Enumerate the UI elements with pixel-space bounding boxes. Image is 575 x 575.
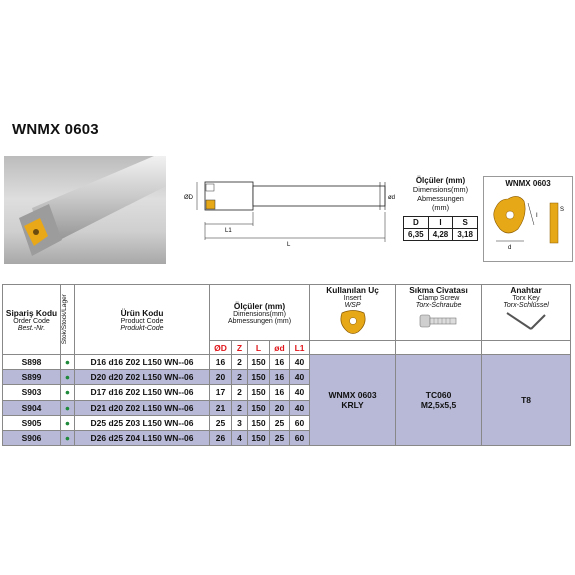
cell-z: 2 <box>232 400 248 415</box>
insert-dimensions <box>403 176 478 241</box>
product-code: D25 d25 Z03 L150 WN--06 <box>75 415 210 430</box>
cell-l: 150 <box>248 355 270 370</box>
cell-d: 25 <box>270 415 290 430</box>
dims-subtitle-en: Dimensions(mm) <box>412 185 469 194</box>
cell-z: 4 <box>232 430 248 445</box>
product-code: D21 d20 Z02 L150 WN--06 <box>75 400 210 415</box>
cell-l: 150 <box>248 370 270 385</box>
product-code: D17 d16 Z02 L150 WN--06 <box>75 385 210 400</box>
cell-l1: 40 <box>290 385 310 400</box>
stock-dot: ● <box>61 430 75 445</box>
cell-l1: 60 <box>290 430 310 445</box>
cell-od: 26 <box>210 430 232 445</box>
label-l: L <box>287 242 291 248</box>
tool-photo <box>4 156 166 264</box>
torx-key-icon <box>501 309 551 333</box>
cell-l1: 40 <box>290 400 310 415</box>
header-order-code: Sipariş Kodu Order Code Best.-Nr. <box>3 285 61 355</box>
key-spacer <box>482 341 571 355</box>
cell-d: 20 <box>270 400 290 415</box>
dims-value-s: 3,18 <box>453 229 478 241</box>
cell-l1: 40 <box>290 370 310 385</box>
header-dimensions: Ölçüler (mm) Dimensions(mm) Abmessungen (mm) <box>210 285 310 341</box>
dim-col-z: Z <box>232 341 248 355</box>
insert-value: WNMX 0603 KRLY <box>310 355 396 446</box>
cell-od: 16 <box>210 355 232 370</box>
screw-icon <box>416 309 462 333</box>
dims-header-s: S <box>453 217 478 229</box>
insert-label-s: S <box>560 207 565 213</box>
cell-od: 20 <box>210 370 232 385</box>
cell-d: 16 <box>270 385 290 400</box>
stock-dot: ● <box>61 370 75 385</box>
cell-z: 2 <box>232 370 248 385</box>
cell-l: 150 <box>248 430 270 445</box>
label-od: ØD <box>184 195 193 201</box>
order-code: S899 <box>3 370 61 385</box>
stock-dot: ● <box>61 355 75 370</box>
dims-value-d: 6,35 <box>404 229 429 241</box>
insert-label-i: I <box>536 213 538 219</box>
order-code: S905 <box>3 415 61 430</box>
insert-spacer <box>310 341 396 355</box>
cell-z: 2 <box>232 355 248 370</box>
cell-z: 2 <box>232 385 248 400</box>
dim-col-od: ØD <box>210 341 232 355</box>
header-stock: Stok/Stock/Lager <box>61 285 75 355</box>
insert-label-d: d <box>508 245 512 251</box>
product-code: D26 d25 Z04 L150 WN--06 <box>75 430 210 445</box>
order-code: S898 <box>3 355 61 370</box>
header-torx-key: Anahtar Torx Key Torx-Schlüssel <box>482 285 571 341</box>
product-code: D20 d20 Z02 L150 WN--06 <box>75 370 210 385</box>
tool-drawing <box>175 160 400 260</box>
cell-d: 16 <box>270 355 290 370</box>
insert-drawing <box>483 176 573 262</box>
dim-col-l1: L1 <box>290 341 310 355</box>
cell-z: 3 <box>232 415 248 430</box>
cell-l: 150 <box>248 400 270 415</box>
label-d: ød <box>388 195 396 201</box>
dims-header-d: D <box>404 217 429 229</box>
header-clamp-screw: Sıkma Civatası Clamp Screw Torx-Schraube <box>396 285 482 341</box>
stock-dot: ● <box>61 415 75 430</box>
header-product-code: Ürün Kodu Product Code Produkt-Code <box>75 285 210 355</box>
dims-subtitle-de: Abmessungen <box>417 194 464 203</box>
cell-od: 25 <box>210 415 232 430</box>
cell-l1: 40 <box>290 355 310 370</box>
key-value: T8 <box>482 355 571 446</box>
table-row <box>3 355 571 370</box>
cell-od: 21 <box>210 400 232 415</box>
dim-col-l: L <box>248 341 270 355</box>
screw-spacer <box>396 341 482 355</box>
dims-header-i: I <box>428 217 453 229</box>
product-code: D16 d16 Z02 L150 WN--06 <box>75 355 210 370</box>
order-code: S903 <box>3 385 61 400</box>
page-title: WNMX 0603 <box>12 121 99 138</box>
stock-dot: ● <box>61 385 75 400</box>
label-l1: L1 <box>225 228 232 234</box>
screw-value: TC060 M2,5x5,5 <box>396 355 482 446</box>
cell-d: 25 <box>270 430 290 445</box>
order-code: S906 <box>3 430 61 445</box>
stock-dot: ● <box>61 400 75 415</box>
product-table <box>2 284 571 446</box>
order-code: S904 <box>3 400 61 415</box>
dims-unit: (mm) <box>431 203 450 212</box>
cell-od: 17 <box>210 385 232 400</box>
cell-d: 16 <box>270 370 290 385</box>
header-insert: Kullanılan Uç Insert WSP <box>310 285 396 341</box>
insert-drawing-title: WNMX 0603 <box>505 179 551 188</box>
dims-title: Ölçüler (mm) <box>415 176 466 185</box>
insert-icon <box>338 309 368 335</box>
cell-l1: 60 <box>290 415 310 430</box>
cell-l: 150 <box>248 385 270 400</box>
dim-col-d: ød <box>270 341 290 355</box>
cell-l: 150 <box>248 415 270 430</box>
dims-value-i: 4,28 <box>428 229 453 241</box>
